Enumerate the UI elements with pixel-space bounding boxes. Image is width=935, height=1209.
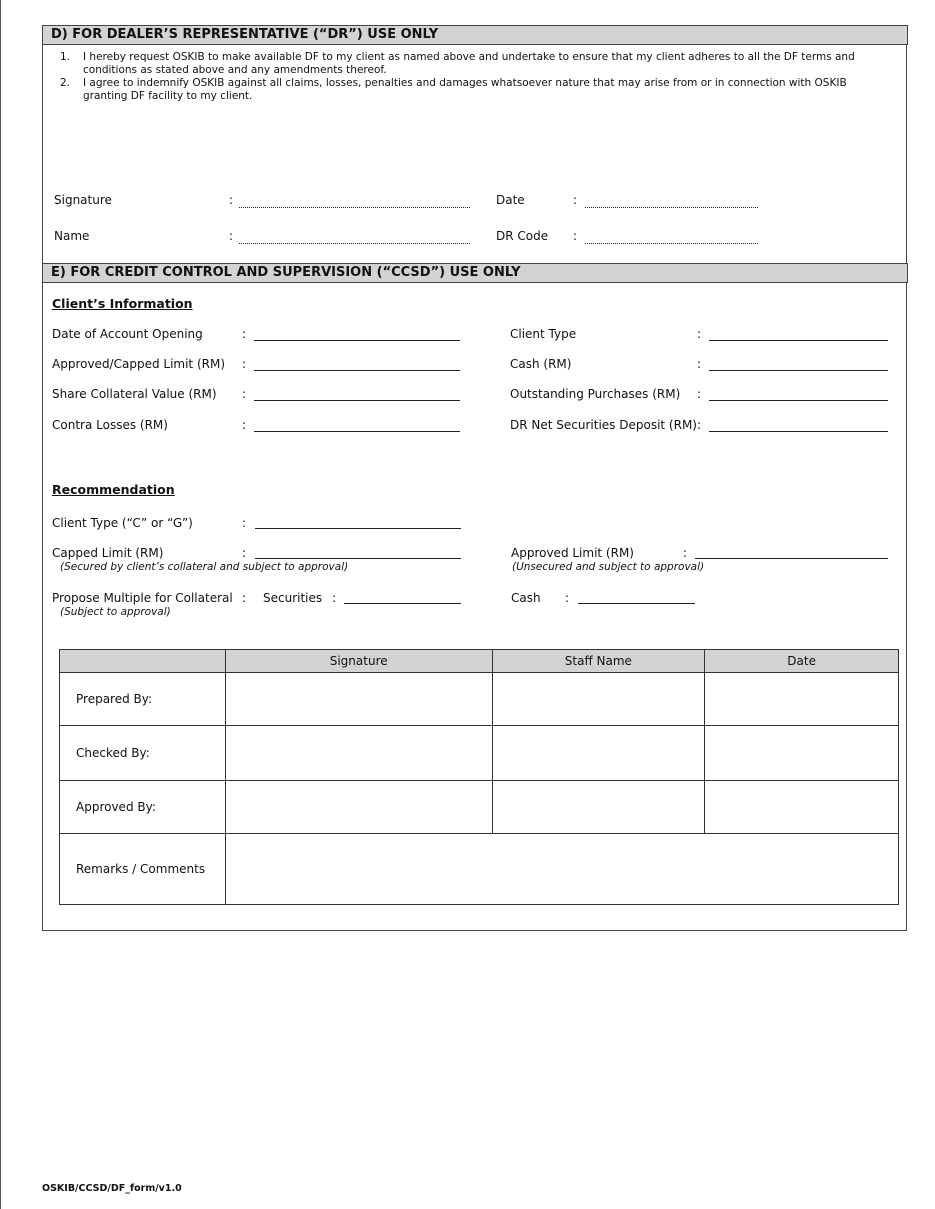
share-collateral-label: Share Collateral Value (RM) [52, 387, 217, 401]
client-type-cg-label: Client Type (“C” or “G”) [52, 516, 193, 530]
colon: : [242, 357, 247, 371]
staff-name-cell[interactable] [492, 673, 705, 726]
colon: : [697, 418, 702, 432]
remarks-cell[interactable] [225, 834, 898, 905]
colon: : [229, 193, 234, 207]
outstanding-label: Outstanding Purchases (RM) [510, 387, 681, 401]
colon: : [697, 357, 702, 371]
date-opening-field[interactable] [254, 340, 460, 341]
colon: : [242, 591, 247, 605]
row-label-remarks: Remarks / Comments [60, 834, 226, 905]
term-number: 1. [60, 51, 71, 63]
approval-table [59, 649, 899, 905]
approved-capped-field[interactable] [254, 370, 460, 371]
signature-label: Signature [54, 193, 112, 207]
table-header-staff-name: Staff Name [492, 650, 705, 673]
cash-rm-field[interactable] [709, 370, 888, 371]
colon: : [229, 229, 234, 243]
recommendation-title: Recommendation [52, 482, 175, 497]
propose-multiple-label: Propose Multiple for Collateral [52, 591, 233, 605]
dr-net-label: DR Net Securities Deposit (RM) [510, 418, 697, 432]
date-cell[interactable] [705, 726, 899, 781]
table-header-cell [60, 650, 226, 673]
name-label: Name [54, 229, 90, 243]
staff-name-cell[interactable] [492, 781, 705, 834]
dr-name-field[interactable] [239, 243, 470, 244]
approved-limit-field[interactable] [695, 558, 888, 559]
approved-limit-note: (Unsecured and subject to approval) [512, 561, 705, 573]
colon: : [242, 546, 247, 560]
capped-limit-field[interactable] [255, 558, 461, 559]
page-left-edge [0, 0, 1, 1209]
staff-name-cell[interactable] [492, 726, 705, 781]
dr-date-field[interactable] [585, 207, 758, 208]
signature-cell[interactable] [225, 673, 492, 726]
cash-label: Cash [511, 591, 541, 605]
propose-note: (Subject to approval) [60, 606, 171, 618]
table-header-row [60, 650, 899, 673]
colon: : [573, 193, 578, 207]
term-text: I agree to indemnify OSKIB against all claims, losses, penalties and damages whatsoever nature that may arise from or in connection with OSKIB granting DF facility to my client. [83, 77, 847, 102]
date-label: Date [496, 193, 525, 207]
colon: : [697, 327, 702, 341]
table-row [60, 781, 899, 834]
section-d-terms [60, 51, 890, 103]
signature-cell[interactable] [225, 781, 492, 834]
table-row [60, 673, 899, 726]
row-label-prepared: Prepared By: [60, 673, 226, 726]
colon: : [683, 546, 688, 560]
section-e-header: E) FOR CREDIT CONTROL AND SUPERVISION (“CCSD”) USE ONLY [42, 263, 908, 283]
colon: : [565, 591, 570, 605]
table-row [60, 834, 899, 905]
term-text: I hereby request OSKIB to make available DF to my client as named above and undertake to ensure that my client adheres to all the DF terms and conditions as stated above and any amendments thereof. [83, 51, 855, 76]
colon: : [697, 387, 702, 401]
dr-code-field[interactable] [585, 243, 758, 244]
row-label-approved: Approved By: [60, 781, 226, 834]
outstanding-field[interactable] [709, 400, 888, 401]
approved-capped-label: Approved/Capped Limit (RM) [52, 357, 225, 371]
dr-code-label: DR Code [496, 229, 549, 243]
cash-rm-label: Cash (RM) [510, 357, 572, 371]
approved-limit-label: Approved Limit (RM) [511, 546, 634, 560]
term-number: 2. [60, 77, 71, 89]
contra-losses-field[interactable] [254, 431, 460, 432]
client-type-field[interactable] [709, 340, 888, 341]
capped-limit-label: Capped Limit (RM) [52, 546, 164, 560]
contra-losses-label: Contra Losses (RM) [52, 418, 168, 432]
dr-net-field[interactable] [709, 431, 888, 432]
table-header-date: Date [705, 650, 899, 673]
form-code-footer: OSKIB/CCSD/DF_form/v1.0 [42, 1183, 182, 1194]
capped-limit-note: (Secured by client’s collateral and subject to approval) [60, 561, 349, 573]
date-cell[interactable] [705, 673, 899, 726]
colon: : [573, 229, 578, 243]
colon: : [242, 387, 247, 401]
table-row [60, 726, 899, 781]
colon: : [332, 591, 337, 605]
row-label-checked: Checked By: [60, 726, 226, 781]
client-type-label: Client Type [510, 327, 577, 341]
term-item [60, 77, 890, 103]
dr-signature-field[interactable] [239, 207, 470, 208]
colon: : [242, 516, 247, 530]
section-d-header: D) FOR DEALER’S REPRESENTATIVE (“DR”) USE ONLY [42, 25, 908, 45]
client-info-title: Client’s Information [52, 296, 193, 311]
client-type-cg-field[interactable] [255, 528, 461, 529]
securities-field[interactable] [344, 603, 461, 604]
cash-field[interactable] [578, 603, 695, 604]
table-header-signature: Signature [225, 650, 492, 673]
date-opening-label: Date of Account Opening [52, 327, 203, 341]
share-collateral-field[interactable] [254, 400, 460, 401]
colon: : [242, 418, 247, 432]
term-item [60, 51, 890, 77]
date-cell[interactable] [705, 781, 899, 834]
signature-cell[interactable] [225, 726, 492, 781]
securities-label: Securities [263, 591, 323, 605]
colon: : [242, 327, 247, 341]
